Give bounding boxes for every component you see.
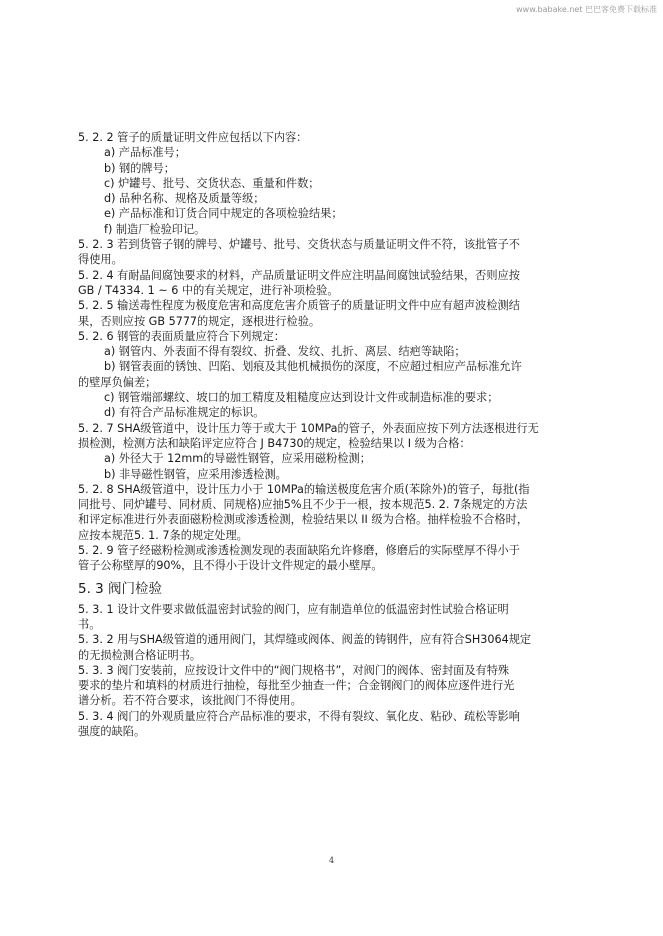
- text-line: 5. 3. 4 阀门的外观质量应符合产品标准的要求，不得有裂纹、氧化皮、粘砂、疏松等影响: [78, 709, 520, 723]
- text-line: 同批号、同炉罐号、同材质、同规格)应抽5%且不少于一根，按本规范5. 2. 7条规定的方法: [78, 498, 528, 512]
- text-line: 应按本规范5. 1. 7条的规定处理。: [78, 528, 248, 542]
- text-line: 的壁厚负偏差；: [78, 375, 157, 389]
- document-body: [78, 130, 588, 739]
- text-line: 管子公称壁厚的90%，且不得小于设计文件规定的最小壁厚。: [78, 559, 383, 573]
- text-line: d) 有符合产品标准规定的标识。: [104, 406, 265, 420]
- section-heading-valve-inspection: 5. 3 阀门检验: [78, 580, 163, 597]
- text-line: b) 非导磁性钢管，应采用渗透检测。: [104, 467, 287, 481]
- text-line: e) 产品标准和订货合同中规定的各项检验结果；: [104, 207, 343, 221]
- site-watermark: www.babake.net 巴巴客免费下载标准: [516, 5, 657, 14]
- text-line: b) 钢管表面的锈蚀、凹陷、划痕及其他机械损伤的深度，不应超过相应产品标准允许: [104, 360, 522, 374]
- text-line: 5. 2. 9 管子经磁粉检测或渗透检测发现的表面缺陷允许修磨，修磨后的实际壁厚不得小于: [78, 544, 520, 558]
- text-line: 损检测，检测方法和缺陷评定应符合 J B4730的规定，检验结果以 I 级为合格：: [78, 436, 471, 450]
- text-line: 和评定标准进行外表面磁粉检测或渗透检测，检验结果以 II 级为合格。抽样检验不合格时，: [78, 513, 529, 527]
- text-line: a) 产品标准号；: [104, 146, 186, 160]
- text-line: 要求的垫片和填料的材质进行抽检，每批至少抽查一件；合金钢阀门的阀体应逐件进行光: [78, 679, 515, 693]
- text-line: GB / T4334. 1 ~ 6 中的有关规定，进行补项检验。: [78, 283, 339, 297]
- text-line: 书。: [78, 617, 101, 631]
- section-5-3-valve-inspection: [78, 602, 588, 740]
- text-line: a) 外径大于 12mm的导磁性钢管，应采用磁粉检测；: [104, 452, 371, 466]
- text-line: 5. 2. 2 管子的质量证明文件应包括以下内容：: [78, 131, 308, 144]
- text-line: 谱分析。若不符合要求，该批阀门不得使用。: [78, 694, 302, 708]
- text-line: 5. 2. 8 SHA级管道中，设计压力小于 10MPa的输送极度危害介质(苯除外)的管子，每批(指: [78, 482, 530, 496]
- text-line: 的无损检测合格证明书。: [78, 648, 202, 662]
- text-line: 5. 3. 2 用与SHA级管道的通用阀门，其焊缝或阀体、阀盖的铸钢件，应有符合SH3064规定: [78, 633, 532, 647]
- text-line: b) 钢的牌号；: [104, 161, 175, 175]
- text-line: 5. 3. 1 设计文件要求做低温密封试验的阀门，应有制造单位的低温密封性试验合格证明: [78, 602, 509, 616]
- text-line: c) 炉罐号、批号、交货状态、重量和件数；: [104, 176, 320, 190]
- text-line: 5. 3. 3 阀门安装前，应按设计文件中的“阀门规格书”，对阀门的阀体、密封面及有特殊: [78, 663, 510, 677]
- text-line: d) 品种名称、规格及质量等级；: [104, 192, 265, 206]
- text-line: c) 钢管端部螺纹、坡口的加工精度及粗糙度应达到设计文件或制造标准的要求；: [104, 391, 499, 405]
- text-line: 5. 2. 3 若到货管子钢的牌号、炉罐号、批号、交货状态与质量证明文件不符，该批管子不: [78, 238, 520, 252]
- page-number: 4: [328, 856, 335, 865]
- text-line: 5. 2. 6 钢管的表面质量应符合下列规定：: [78, 329, 285, 343]
- text-line: 果，否则应按 GB 5777的规定，逐根进行检验。: [78, 314, 321, 328]
- section-5-2-pipe-inspection: [78, 130, 588, 574]
- text-line: f) 制造厂检验印记。: [104, 222, 206, 236]
- text-line: a) 钢管内、外表面不得有裂纹、折叠、发纹、扎折、离层、结疤等缺陷；: [104, 345, 466, 359]
- text-line: 5. 2. 4 有耐晶间腐蚀要求的材料，产品质量证明文件应注明晶间腐蚀试验结果，否则应按: [78, 268, 520, 282]
- text-line: 强度的缺陷。: [78, 724, 146, 738]
- text-line: 得使用。: [78, 253, 123, 267]
- text-line: 5. 2. 7 SHA级管道中，设计压力等于或大于 10MPa的管子，外表面应按下列方法逐根进行无: [78, 421, 539, 435]
- text-line: 5. 2. 5 输送毒性程度为极度危害和高度危害介质管子的质量证明文件中应有超声波检测结: [78, 299, 520, 313]
